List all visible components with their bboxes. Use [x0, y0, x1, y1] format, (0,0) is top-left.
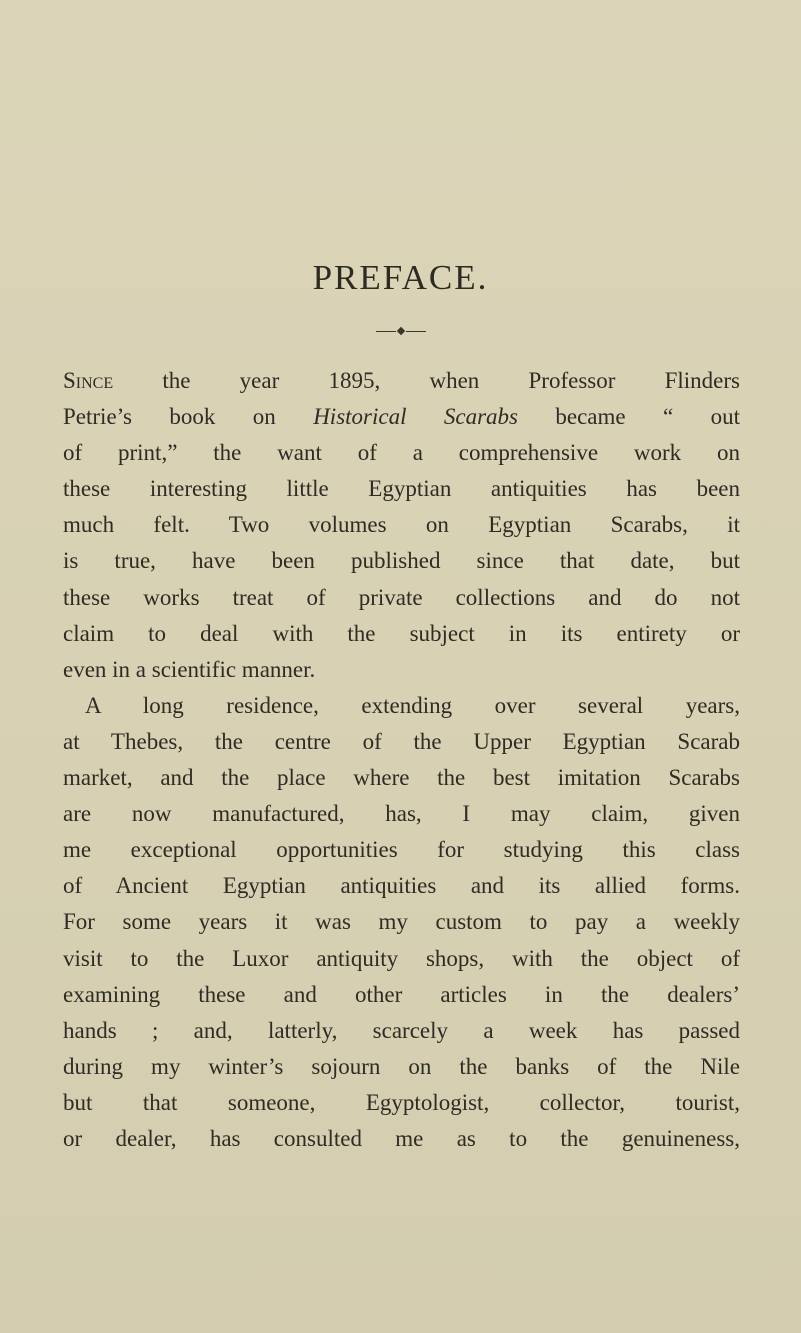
- text-line: these works treat of private collections and do not: [63, 584, 740, 610]
- text-line: Petrie’s book on Historical Scarabs became “ out: [63, 404, 740, 430]
- ornamental-divider: [376, 327, 426, 337]
- text-line: hands ; and, latterly, scarcely a week has passed: [63, 1017, 740, 1043]
- text-line: is true, have been published since that date, but: [63, 548, 740, 574]
- text-line: even in a scientific manner.: [63, 656, 316, 682]
- diamond-ornament-icon: [397, 327, 405, 335]
- text-line: me exceptional opportunities for studying this class: [63, 837, 740, 863]
- text-line: of Ancient Egyptian antiquities and its allied forms.: [63, 873, 740, 899]
- text-line: these interesting little Egyptian antiquities has been: [63, 476, 740, 502]
- text-line: Since the year 1895, when Professor Flinders: [63, 368, 740, 393]
- preface-body: [63, 363, 740, 1157]
- text-line: claim to deal with the subject in its entirety or: [63, 620, 740, 646]
- small-caps-word: Since: [63, 368, 114, 393]
- text-line: during my winter’s sojourn on the banks of the Nile: [63, 1053, 740, 1079]
- text-line: examining these and other articles in the dealers’: [63, 981, 740, 1007]
- divider-rule-right: [406, 331, 426, 332]
- text-line: at Thebes, the centre of the Upper Egyptian Scarab: [63, 728, 740, 754]
- page-title: PREFACE.: [312, 258, 489, 297]
- book-title-italic: Historical Scarabs: [313, 404, 518, 430]
- text-line: A long residence, extending over several years,: [85, 692, 740, 718]
- text-line: much felt. Two volumes on Egyptian Scarabs, it: [63, 512, 740, 538]
- text-line: but that someone, Egyptologist, collector, tourist,: [63, 1089, 740, 1115]
- text-line: are now manufactured, has, I may claim, given: [63, 801, 740, 827]
- text-line: market, and the place where the best imitation Scarabs: [63, 765, 740, 791]
- text-line: visit to the Luxor antiquity shops, with the object of: [63, 945, 740, 971]
- divider-rule-left: [376, 331, 396, 332]
- text-line: of print,” the want of a comprehensive work on: [63, 440, 740, 466]
- text-line: For some years it was my custom to pay a weekly: [63, 909, 740, 935]
- text-line: or dealer, has consulted me as to the genuineness,: [63, 1125, 740, 1151]
